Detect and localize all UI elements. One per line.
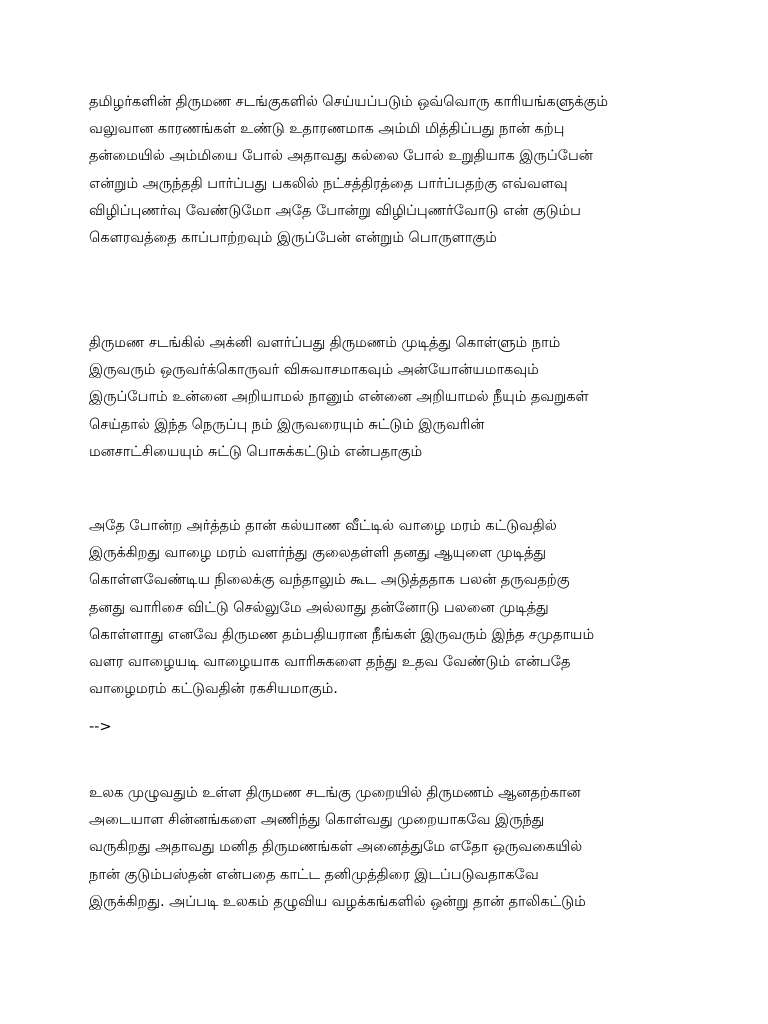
paragraph-4: உலக முழுவதும் உள்ள திருமண சடங்கு முறையில் திருமணம் ஆனதற்கான அடையாள சின்னங்களை அணிந்து கொள்வது முறையாகவே இருந்து வருகிறது அதாவது மனித திருமணங்கள் அனைத்துமே எதோ ஒருவகையில் நான் குடும்பஸ்தன் என்பதை காட்ட தனிமுத்திரை இடப்படுவதாகவே இருக்கிறது. அப்படி உலகம் தழுவிய வழக்கங்களில் ஒன்று தான் தாலிகட்டும் [89, 784, 586, 910]
paragraph-2: திருமண சடங்கில் அக்னி வளர்ப்பது திருமணம் முடித்து கொள்ளும் நாம் இருவரும் ஒருவர்க்கொருவர் விசுவாசமாகவும் அன்யோன்யமாகவும் இருப்போம் உன்னை அறியாமல் நானும் என்னை அறியாமல் நீயும் தவறுகள் செய்தால் இந்த நெருப்பு நம் இருவரையும் சுட்டும் இருவரின் மனசாட்சியையும் சுட்டு பொசுக்கட்டும் என்பதாகும் [89, 334, 589, 460]
paragraph-3: அதே போன்ற அர்த்தம் தான் கல்யாண வீட்டில் வாழை மரம் கட்டுவதில் இருக்கிறது வாழை மரம் வளர்ந்து குலைதள்ளி தனது ஆயுளை முடித்து கொள்ளவேண்டிய நிலைக்கு வந்தாலும் கூட அடுத்ததாக பலன் தருவதற்கு தனது வாரிசை விட்டு செல்லுமே அல்லாது தன்னோடு பலனை முடித்து கொள்ளாது எனவே திருமண தம்பதியரான நீங்கள் இருவரும் இந்த சமுதாயம் வளர வாழையடி வாழையாக வாரிசுகளை தந்து உதவ வேண்டும் என்பதே வாழைமரம் கட்டுவதின் ரகசியமாகும். [89, 517, 595, 698]
comment-marker: --> [89, 718, 112, 735]
paragraph-1: தமிழர்களின் திருமண சடங்குகளில் செய்யப்படும் ஒவ்வொரு காரியங்களுக்கும் வலுவான காரணங்கள் உண்டு உதாரணமாக அம்மி மித்திப்பது நான் கற்பு தன்மையில் அம்மியை போல் அதாவது கல்லை போல் உறுதியாக இருப்பேன் என்றும் அருந்ததி பார்ப்பது பகலில் நட்சத்திரத்தை பார்ப்பதற்கு எவ்வளவு விழிப்புணர்வு வேண்டுமோ அதே போன்று விழிப்புணர்வோடு என் குடும்ப கௌரவத்தை காப்பாற்றவும் இருப்பேன் என்றும் பொருளாகும் [89, 93, 609, 247]
